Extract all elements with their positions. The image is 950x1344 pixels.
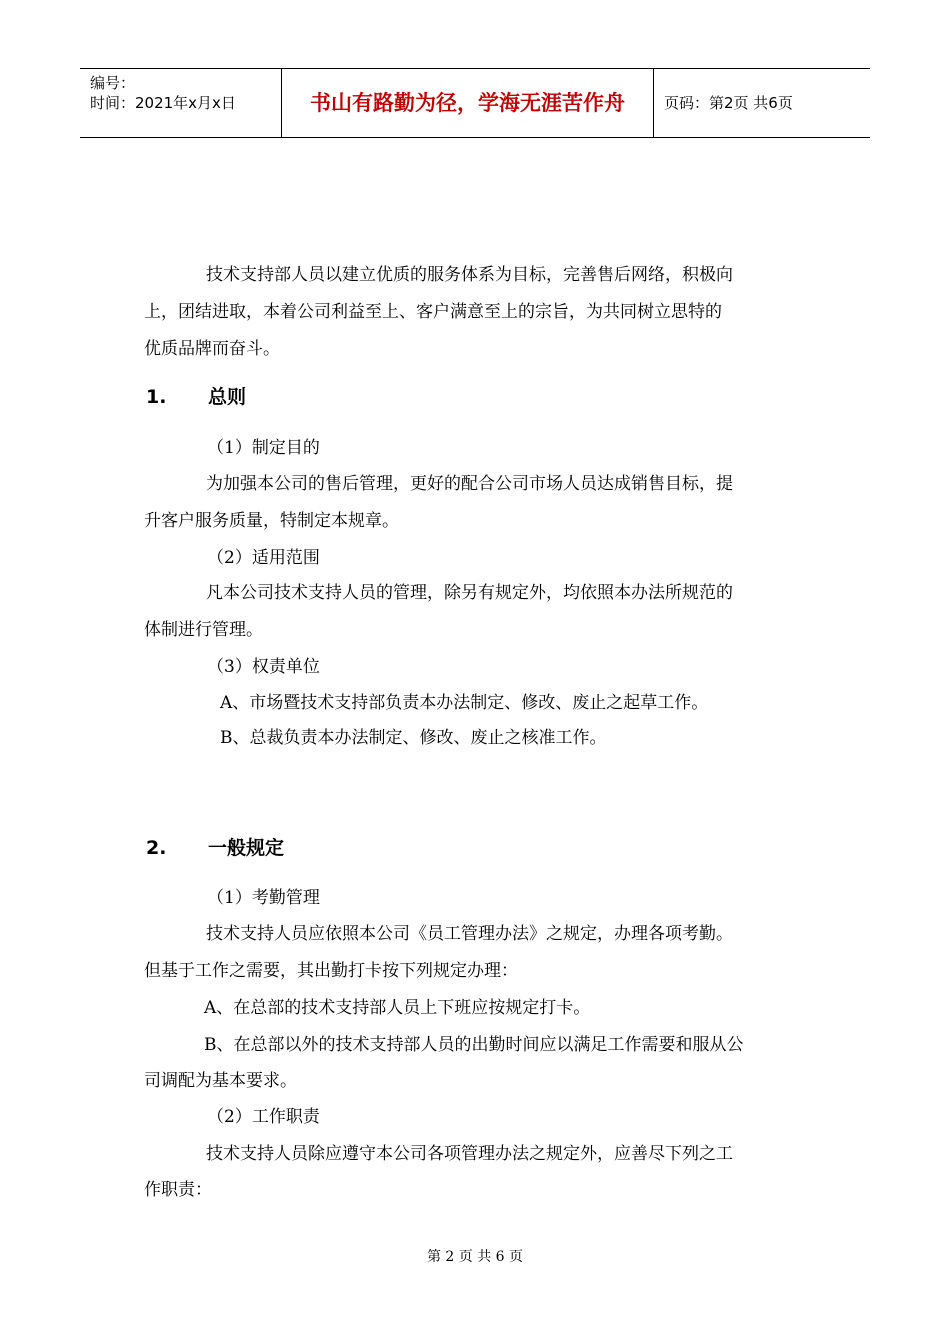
s1-subsection-2-title: （2）适用范围	[207, 548, 320, 568]
s1-subsection-3-title: （3）权责单位	[207, 657, 320, 677]
s1-subsection-2-line-1: 凡本公司技术支持人员的管理，除另有规定外，均依照本办法所规范的	[206, 583, 733, 603]
s1-responsibility-b: B、总裁负责本办法制定、修改、废止之核准工作。	[220, 728, 607, 748]
s2-subsection-2-line-2: 作职责：	[144, 1180, 212, 1200]
s1-subsection-1-title: （1）制定目的	[207, 438, 320, 458]
section-2-title: 一般规定	[208, 837, 285, 859]
header-motto: 书山有路勤为径，学海无涯苦作舟	[282, 69, 654, 137]
section-2-heading	[146, 833, 284, 860]
document-header	[80, 68, 870, 138]
serial-number-label: 编号：	[90, 74, 136, 92]
intro-line-3: 优质品牌而奋斗。	[144, 339, 280, 359]
s2-subsection-2-title: （2）工作职责	[207, 1107, 320, 1127]
header-page-number: 页码：第2页 共6页	[664, 94, 793, 112]
intro-line-1: 技术支持部人员以建立优质的服务体系为目标，完善售后网络，积极向	[206, 265, 733, 285]
intro-line-2: 上，团结进取，本着公司利益至上、客户满意至上的宗旨，为共同树立思特的	[144, 302, 722, 322]
s1-subsection-1-line-2: 升客户服务质量，特制定本规章。	[144, 511, 399, 531]
page-footer: 第 2 页 共 6 页	[426, 1249, 524, 1265]
s2-subsection-1-line-1: 技术支持人员应依照本公司《员工管理办法》之规定，办理各项考勤。	[206, 924, 733, 944]
s2-subsection-1-title: （1）考勤管理	[207, 888, 320, 908]
s1-subsection-2-line-2: 体制进行管理。	[144, 620, 263, 640]
s2-rule-b-line-1: B、在总部以外的技术支持部人员的出勤时间应以满足工作需要和服从公	[204, 1035, 744, 1055]
section-1-title: 总则	[208, 386, 247, 408]
s2-rule-b-line-2: 司调配为基本要求。	[144, 1071, 297, 1091]
header-meta	[80, 69, 282, 137]
s2-subsection-1-line-2: 但基于工作之需要，其出勤打卡按下列规定办理：	[144, 961, 518, 981]
date-label: 时间：2021年x月x日	[90, 94, 236, 112]
s1-responsibility-a: A、市场暨技术支持部负责本办法制定、修改、废止之起草工作。	[220, 693, 709, 713]
s2-rule-a: A、在总部的技术支持部人员上下班应按规定打卡。	[204, 998, 591, 1018]
section-1-number: 1.	[146, 386, 167, 408]
s2-subsection-2-line-1: 技术支持人员除应遵守本公司各项管理办法之规定外，应善尽下列之工	[206, 1144, 733, 1164]
section-1-heading	[146, 382, 246, 409]
section-2-number: 2.	[146, 837, 167, 859]
s1-subsection-1-line-1: 为加强本公司的售后管理，更好的配合公司市场人员达成销售目标，提	[206, 474, 733, 494]
